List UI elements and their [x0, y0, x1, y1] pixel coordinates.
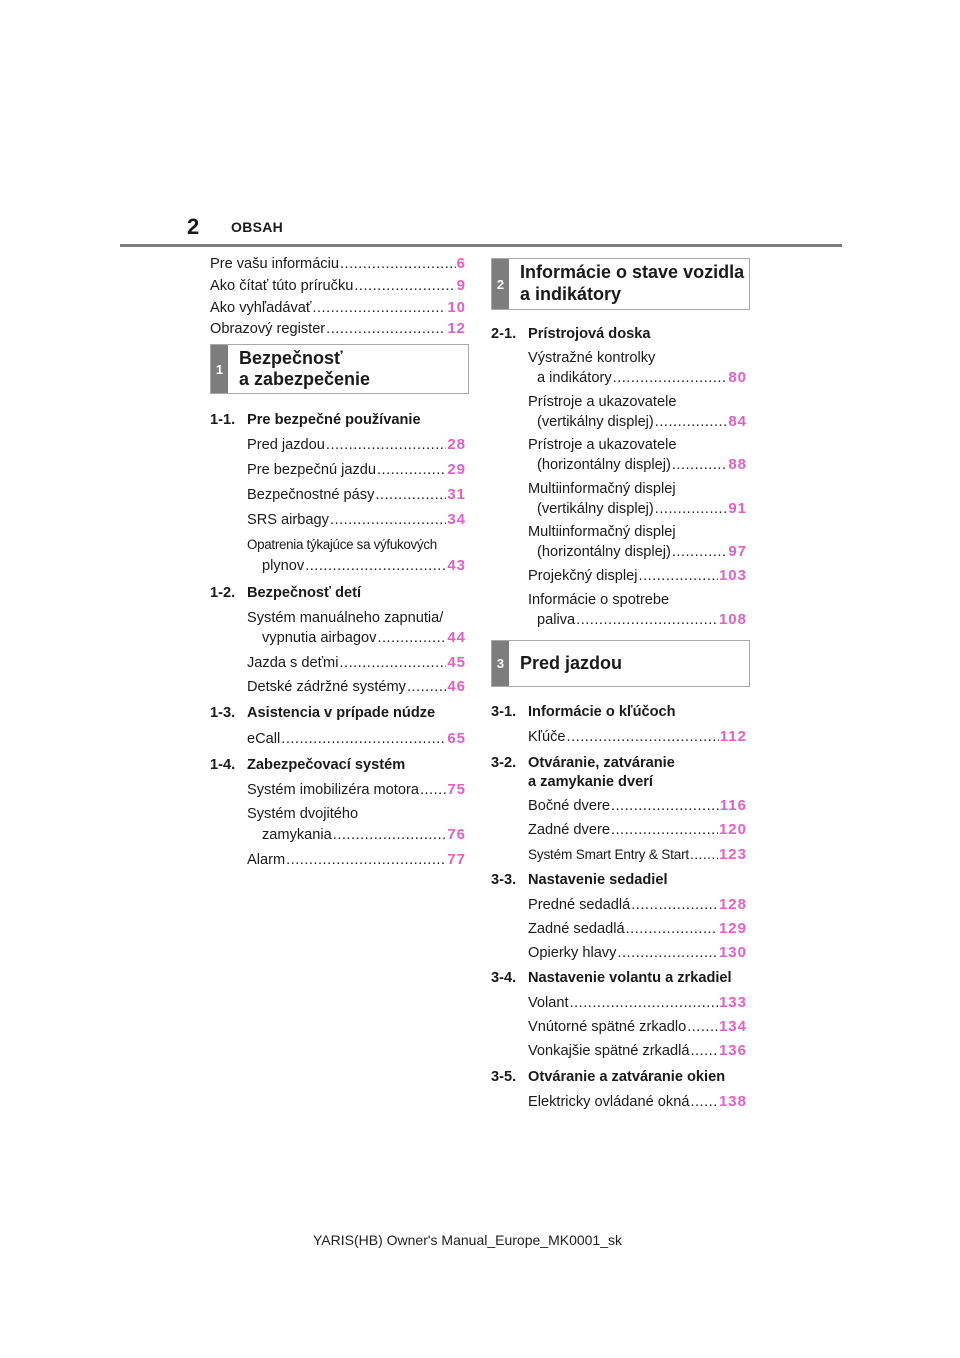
page-link[interactable]: 44	[447, 629, 466, 646]
toc-entry[interactable]: (vertikálny displej) ..... 84	[537, 413, 747, 430]
toc-entry[interactable]: Predné sedadlá ..... 128	[528, 896, 747, 913]
toc-entry[interactable]: eCall ..... 65	[247, 730, 466, 747]
page-link[interactable]: 112	[719, 728, 747, 745]
page-link[interactable]: 45	[447, 654, 466, 671]
section-heading[interactable]: 1-2. Bezpečnosť detí	[210, 585, 362, 601]
page-link[interactable]: 91	[728, 500, 747, 517]
toc-entry[interactable]: Bočné dvere ..... 116	[528, 797, 747, 814]
footer-text: YARIS(HB) Owner's Manual_Europe_MK0001_sk	[313, 1232, 622, 1248]
toc-entry-line: Výstražné kontrolky	[528, 350, 656, 366]
toc-entry[interactable]: (horizontálny displej) ..... 88	[537, 456, 747, 473]
page-number: 2	[187, 214, 200, 239]
toc-entry[interactable]: Pred jazdou ..... 28	[247, 436, 466, 453]
page-link[interactable]: 34	[447, 511, 466, 528]
section-heading[interactable]: 3-2. Otváranie, zatváranie	[491, 755, 675, 771]
toc-entry-line: Multiinformačný displej	[528, 481, 676, 497]
page-link[interactable]: 31	[447, 486, 466, 503]
toc-entry[interactable]: (horizontálny displej) ..... 97	[537, 543, 747, 560]
toc-entry[interactable]: Alarm ..... 77	[247, 851, 466, 868]
toc-entry[interactable]: Volant ..... 133	[528, 994, 747, 1011]
toc-entry-line: Opatrenia týkajúce sa výfukových	[247, 537, 437, 552]
page-link[interactable]: 84	[728, 413, 747, 430]
toc-entry[interactable]: Elektricky ovládané okná ..... 138	[528, 1093, 747, 1110]
page-link[interactable]: 46	[447, 678, 466, 695]
page-link[interactable]: 12	[447, 320, 466, 337]
page-link[interactable]: 97	[728, 543, 747, 560]
chapter-tab: 2	[492, 259, 509, 309]
section-heading[interactable]: 3-1. Informácie o kľúčoch	[491, 704, 676, 720]
page-link[interactable]: 77	[447, 851, 466, 868]
toc-entry[interactable]: vypnutia airbagov ..... 44	[262, 629, 466, 646]
page-link[interactable]: 6	[456, 255, 466, 272]
page-link[interactable]: 123	[718, 846, 747, 863]
toc-entry[interactable]: Jazda s deťmi ..... 45	[247, 654, 466, 671]
page-link[interactable]: 103	[718, 567, 747, 584]
chapter-title: a indikátory	[520, 284, 622, 304]
toc-entry-line: Systém dvojitého	[247, 806, 359, 822]
toc-entry[interactable]: Zadné sedadlá ..... 129	[528, 920, 747, 937]
page-link[interactable]: 9	[456, 277, 466, 294]
toc-entry[interactable]: Vnútorné spätné zrkadlo ..... 134	[528, 1018, 747, 1035]
page-link[interactable]: 133	[718, 994, 747, 1011]
page-link[interactable]: 28	[447, 436, 466, 453]
page-link[interactable]: 65	[447, 730, 466, 747]
section-heading[interactable]: 1-3. Asistencia v prípade núdze	[210, 705, 436, 721]
toc-entry[interactable]: SRS airbagy ..... 34	[247, 511, 466, 528]
page-link[interactable]: 120	[718, 821, 747, 838]
toc-entry-line: Prístroje a ukazovatele	[528, 437, 677, 453]
section-heading[interactable]: 1-1. Pre bezpečné používanie	[210, 412, 421, 428]
chapter-box-3[interactable]	[491, 640, 750, 687]
toc-entry[interactable]: Pre vašu informáciu ..... 6	[210, 255, 466, 272]
toc-entry-line: Prístroje a ukazovatele	[528, 394, 677, 410]
page-link[interactable]: 80	[728, 369, 747, 386]
toc-entry[interactable]: Zadné dvere ..... 120	[528, 821, 747, 838]
page-link[interactable]: 29	[447, 461, 466, 478]
page-link[interactable]: 10	[447, 299, 466, 316]
page-link[interactable]: 43	[447, 557, 466, 574]
chapter-box-2[interactable]	[491, 258, 750, 310]
toc-entry-line: Multiinformačný displej	[528, 524, 676, 540]
toc-entry[interactable]: Systém Smart Entry & Start ..... 123	[528, 846, 747, 863]
toc-entry-line: Informácie o spotrebe	[528, 592, 670, 608]
toc-entry[interactable]: Bezpečnostné pásy ..... 31	[247, 486, 466, 503]
page-link[interactable]: 138	[718, 1093, 747, 1110]
page-link[interactable]: 136	[718, 1042, 747, 1059]
chapter-title: a zabezpečenie	[239, 369, 371, 389]
toc-entry[interactable]: Ako vyhľadávať ..... 10	[210, 299, 466, 316]
page-link[interactable]: 128	[718, 896, 747, 913]
chapter-box-1[interactable]	[210, 344, 469, 394]
toc-entry[interactable]: Vonkajšie spätné zrkadlá ..... 136	[528, 1042, 747, 1059]
section-heading[interactable]: 1-4. Zabezpečovací systém	[210, 757, 406, 773]
chapter-tab: 3	[492, 641, 509, 686]
header-divider	[120, 244, 842, 247]
toc-entry[interactable]: Pre bezpečnú jazdu ..... 29	[247, 461, 466, 478]
section-heading-line: a zamykanie dverí	[528, 774, 653, 790]
toc-entry[interactable]: Opierky hlavy ..... 130	[528, 944, 747, 961]
section-heading[interactable]: 3-5. Otváranie a zatváranie okien	[491, 1069, 726, 1085]
toc-entry[interactable]: Obrazový register ..... 12	[210, 320, 466, 337]
toc-entry[interactable]: zamykania ..... 76	[262, 826, 466, 843]
toc-entry[interactable]: Projekčný displej ..... 103	[528, 567, 747, 584]
page-link[interactable]: 134	[718, 1018, 747, 1035]
chapter-tab: 1	[211, 345, 228, 393]
page-link[interactable]: 116	[719, 797, 747, 814]
toc-entry[interactable]: Detské zádržné systémy ..... 46	[247, 678, 466, 695]
toc-entry[interactable]: paliva ..... 108	[537, 611, 747, 628]
section-heading[interactable]: 3-3. Nastavenie sedadiel	[491, 872, 668, 888]
chapter-title: Informácie o stave vozidla	[520, 262, 745, 282]
page-link[interactable]: 129	[718, 920, 747, 937]
toc-entry[interactable]: (vertikálny displej) ..... 91	[537, 500, 747, 517]
page-link[interactable]: 130	[718, 944, 747, 961]
page-link[interactable]: 75	[447, 781, 466, 798]
header-title: OBSAH	[231, 219, 284, 235]
toc-entry-line: Systém manuálneho zapnutia/	[247, 610, 444, 626]
section-heading[interactable]: 3-4. Nastavenie volantu a zrkadiel	[491, 970, 732, 986]
section-heading[interactable]: 2-1. Prístrojová doska	[491, 326, 651, 342]
page-link[interactable]: 88	[728, 456, 747, 473]
toc-entry[interactable]: plynov ..... 43	[262, 557, 466, 574]
page-link[interactable]: 76	[447, 826, 466, 843]
chapter-title: Bezpečnosť	[239, 348, 343, 368]
toc-entry[interactable]: Ako čítať túto príručku ..... 9	[210, 277, 466, 294]
toc-entry[interactable]: a indikátory ..... 80	[537, 369, 747, 386]
page-link[interactable]: 108	[718, 611, 747, 628]
toc-entry[interactable]: Kľúče ..... 112	[528, 728, 747, 745]
toc-entry[interactable]: Systém imobilizéra motora ..... 75	[247, 781, 466, 798]
chapter-title: Pred jazdou	[520, 653, 623, 673]
